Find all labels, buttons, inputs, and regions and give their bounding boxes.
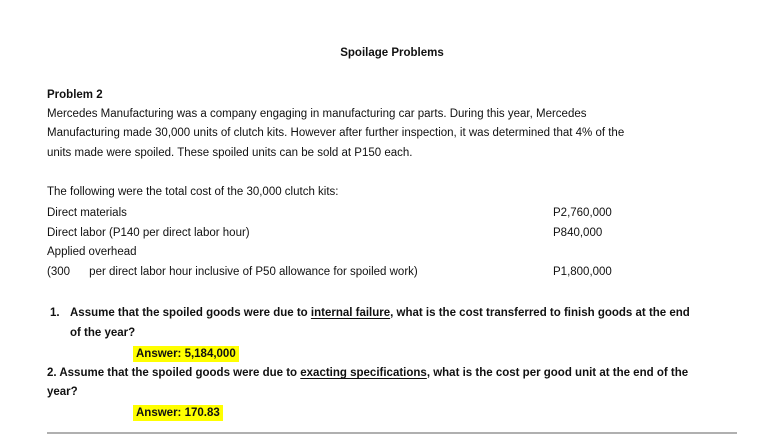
page-title: Spoilage Problems [340,47,444,59]
question-2-continuation: year? [47,386,78,398]
cost-label-direct-labor: Direct labor (P140 per direct labor hour) [47,227,250,239]
cost-label-direct-materials: Direct materials [47,207,127,219]
intro-line-1: Mercedes Manufacturing was a company engaging in manufacturing car parts. During this year, Mercedes [47,108,587,120]
question-1-number: 1. [50,307,60,319]
question-2-text: 2. Assume that the spoiled goods were due to exacting specifications, what is the cost per good unit at the end of the [47,367,689,379]
cost-amount-direct-materials: P2,760,000 [553,207,612,219]
cost-amount-overhead: P1,800,000 [553,266,612,278]
cost-label-applied-overhead: Applied overhead [47,246,137,258]
question-1-text: Assume that the spoiled goods were due to internal failure, what is the cost transferred to finish goods at the end [70,307,690,319]
cost-label-overhead-rate: (300 per direct labor hour inclusive of P50 allowance for spoiled work) [47,266,418,278]
question-1-continuation: of the year? [70,327,136,339]
cost-amount-direct-labor: P840,000 [553,227,603,239]
question-1-answer: Answer: 5,184,000 [133,346,239,362]
intro-line-2: Manufacturing made 30,000 units of clutch kits. However after further inspection, it was determined that 4% of the [47,127,625,139]
question-2-underlined-term: exacting specifications [300,367,427,379]
bottom-divider [47,432,737,434]
cost-intro: The following were the total cost of the 30,000 clutch kits: [47,186,339,198]
intro-line-3: units made were spoiled. These spoiled units can be sold at P150 each. [47,147,413,159]
question-2-answer: Answer: 170.83 [133,405,223,421]
question-1-underlined-term: internal failure [310,307,391,319]
problem-heading: Problem 2 [47,89,103,101]
